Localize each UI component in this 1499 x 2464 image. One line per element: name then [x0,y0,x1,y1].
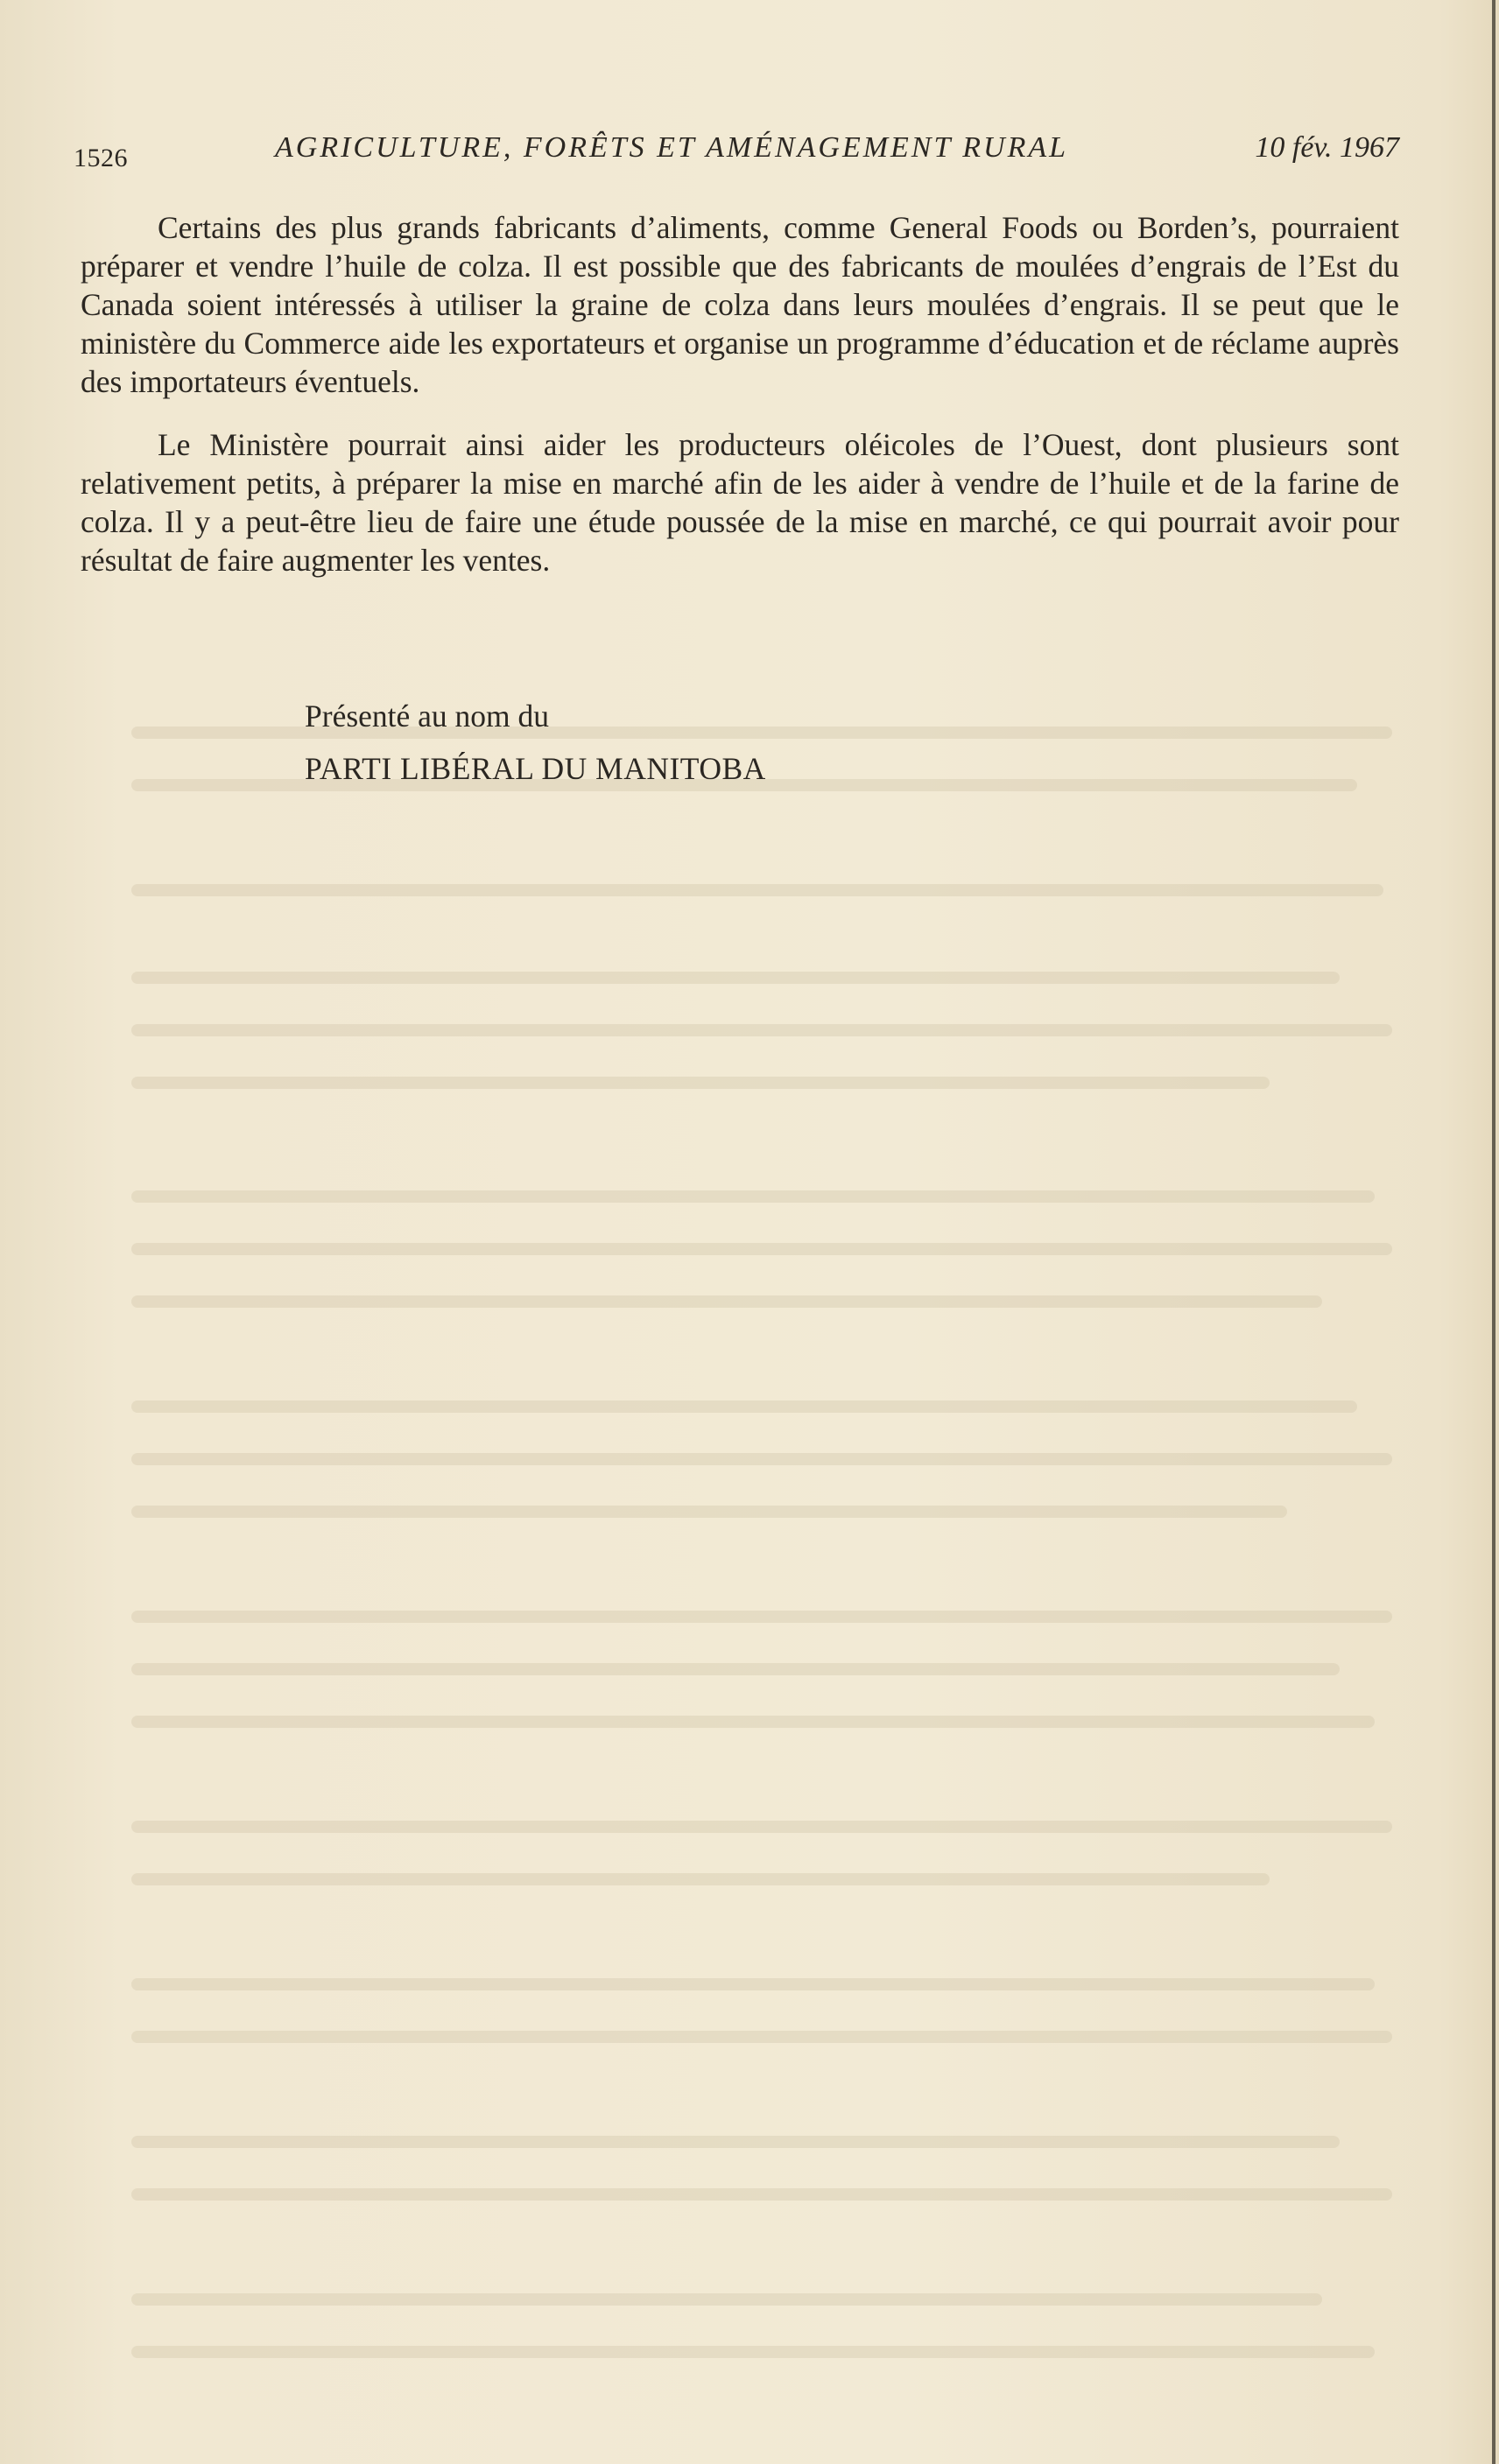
header-date: 10 fév. 1967 [1255,131,1399,164]
page-header [74,131,1399,184]
signature-block [305,697,766,788]
page-number: 1526 [74,144,128,172]
page-edge-line [1492,0,1495,2464]
body-text [81,208,1399,604]
signature-line-party: PARTI LIBÉRAL DU MANITOBA [305,751,766,786]
paragraph-2: Le Ministère pourrait ainsi aider les producteurs oléicoles de l’Ouest, dont plusieurs sont relativement petits, à préparer la mise en marché afin de les aider à vendre de l’huile et de la farine de colza. Il y a peut-être lieu de faire une étude poussée de la mise en marché, ce qui pourrait avoir pour résultat de faire augmenter les ventes. [81,427,1399,578]
running-title: AGRICULTURE, FORÊTS ET AMÉNAGEMENT RURAL [275,131,1069,164]
signature-line-presented: Présenté au nom du [305,698,550,734]
paragraph-1: Certains des plus grands fabricants d’aliments, comme General Foods ou Borden’s, pourraient préparer et vendre l’huile de colza. Il est possible que des fabricants de moulées d’engrais de l’Est du Canada soient intéressés à utiliser la graine de colza dans leurs moulées d’engrais. Il se peut que le ministère du Commerce aide les exportateurs et organise un programme d’éducation et de réclame auprès des importateurs éventuels. [81,210,1399,399]
